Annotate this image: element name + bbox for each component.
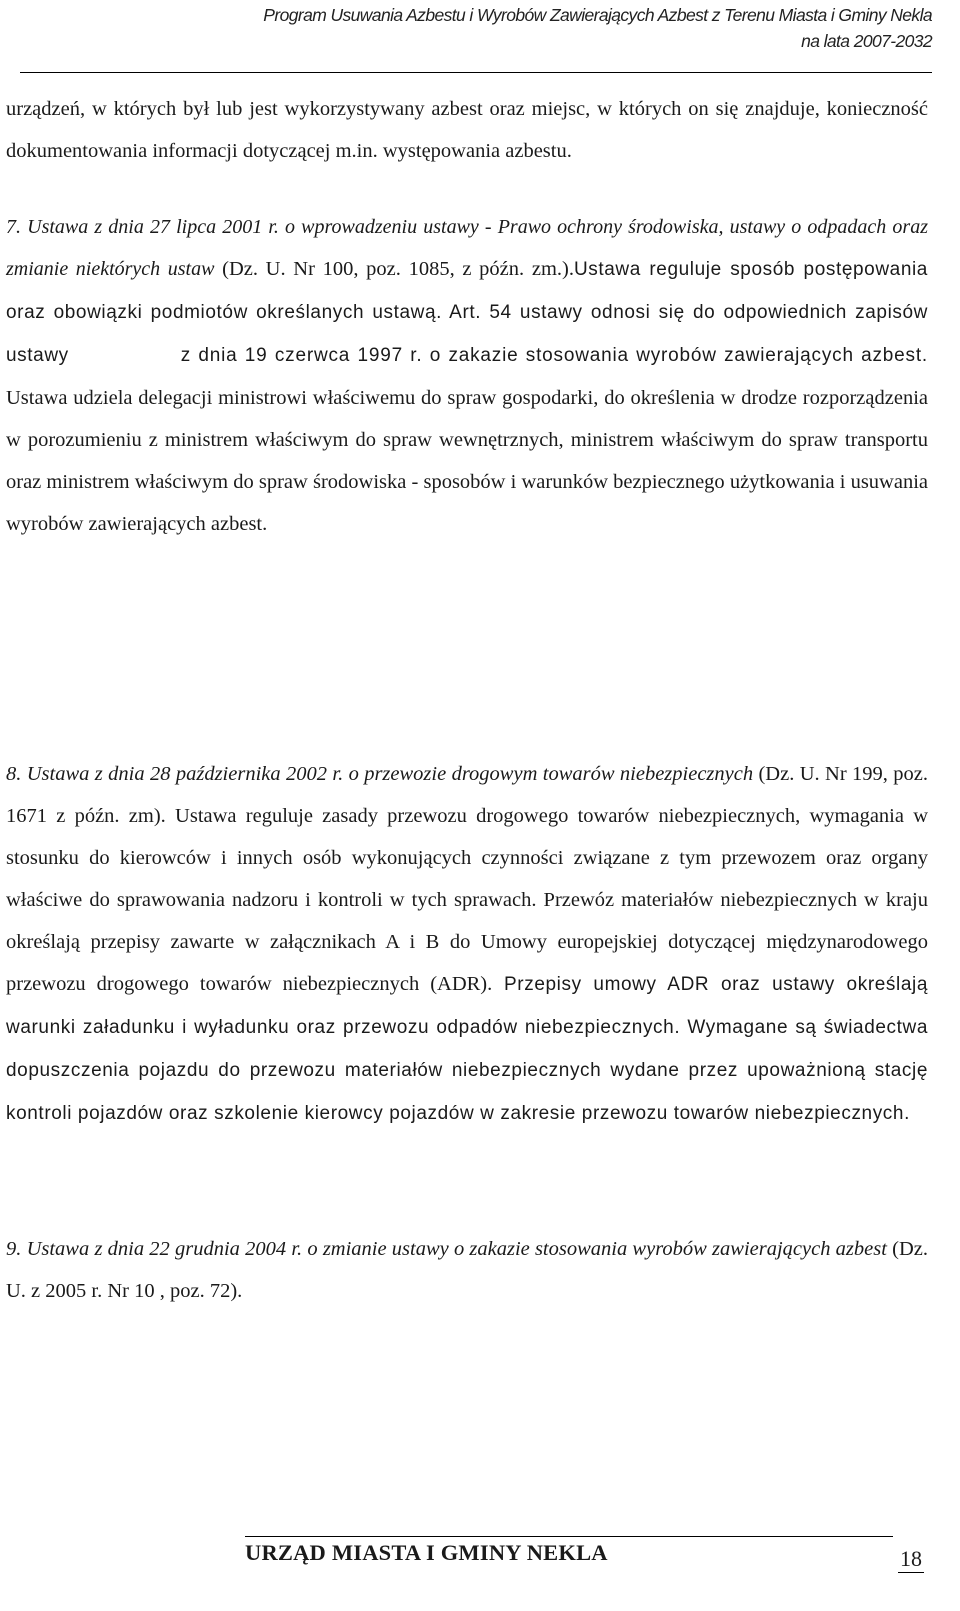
running-header — [20, 2, 932, 73]
item-8-title: 8. Ustawa z dnia 28 października 2002 r. o przewozie drogowym towarów niebezpiecznych — [6, 763, 754, 785]
header-program-title: Program Usuwania Azbestu i Wyrobów Zawierających Azbest z Terenu Miasta i Gminy Nekla — [263, 5, 932, 25]
item-7-text-b: z dnia 19 czerwca 1997 r. o zakazie stosowania wyrobów zawierających azbest. — [180, 345, 928, 366]
footer-divider — [245, 1536, 893, 1537]
item-7-text-c: Ustawa udziela delegacji ministrowi właściwemu do spraw gospodarki, do określenia w drodze rozporządzenia w porozumieniu z ministrem właściwym do spraw wewnętrznych, ministrem właściwym do spraw transportu oraz ministrem właściwym do spraw środowiska - sposobów i warunków bezpiecznego użytkowania i usuwania wyrobów zawierających azbest. — [6, 387, 928, 535]
item-7-citation: (Dz. U. Nr 100, poz. 1085, z późn. zm.). — [214, 258, 574, 280]
header-period: na lata 2007-2032 — [801, 31, 932, 51]
item-8-citation: (Dz. U. Nr 199, poz. 1671 z późn. zm). — [6, 763, 928, 827]
item-8-text-a: Ustawa reguluje zasady przewozu drogowego towarów niebezpiecznych, wymagania w stosunku do kierowców i innych osób wykonujących czynności związane z tym przewozem oraz organy właściwe do sprawowania nadzoru i kontroli w tych sprawach. Przewóz materiałów niebezpiecznych w kraju określają przepisy zawarte w załącznikach A i B do Umowy europejskiej dotyczącej międzynarodowego przewozu drogowego towarów niebezpiecznych (ADR). — [6, 805, 929, 995]
page-number: 18 — [900, 1546, 922, 1571]
item-9-title: 9. Ustawa z dnia 22 grudnia 2004 r. o zmianie ustawy o zakazie stosowania wyrobów zawierających azbest — [6, 1238, 887, 1260]
paragraph-text: urządzeń, w których był lub jest wykorzystywany azbest oraz miejsc, w których on się znajduje, konieczność dokumentowania informacji dotyczącej m.in. występowania azbestu. — [6, 98, 928, 162]
paragraph-continuation — [6, 88, 928, 172]
item-8-text-b: Przepisy umowy ADR oraz ustawy określają warunki załadunku i wyładunku oraz przewozu odpadów niebezpiecznych. Wymagane są świadectwa dopuszczenia pojazdu do przewozu materiałów niebezpiecznych wydane przez upoważnioną stację kontroli pojazdów oraz szkolenie kierowcy pojazdów w zakresie przewozu towarów niebezpiecznych. — [6, 974, 928, 1124]
footer-office-name: URZĄD MIASTA I GMINY NEKLA — [245, 1540, 608, 1565]
item-9-citation: (Dz. U. z 2005 r. Nr 10 , poz. 72). — [6, 1238, 928, 1302]
item-7-text-a: Ustawa reguluje sposób postępowania oraz obowiązki podmiotów określanych ustawą. Art. 54 ustawy odnosi się do odpowiednich zapisów ustawy — [6, 259, 928, 366]
legal-item-7 — [6, 206, 928, 545]
item-7-title: 7. Ustawa z dnia 27 lipca 2001 r. o wprowadzeniu ustawy - Prawo ochrony środowiska, ustawy o odpadach oraz zmianie niektórych ustaw — [6, 216, 928, 280]
legal-item-9 — [6, 1228, 928, 1312]
legal-item-8 — [6, 753, 928, 1135]
